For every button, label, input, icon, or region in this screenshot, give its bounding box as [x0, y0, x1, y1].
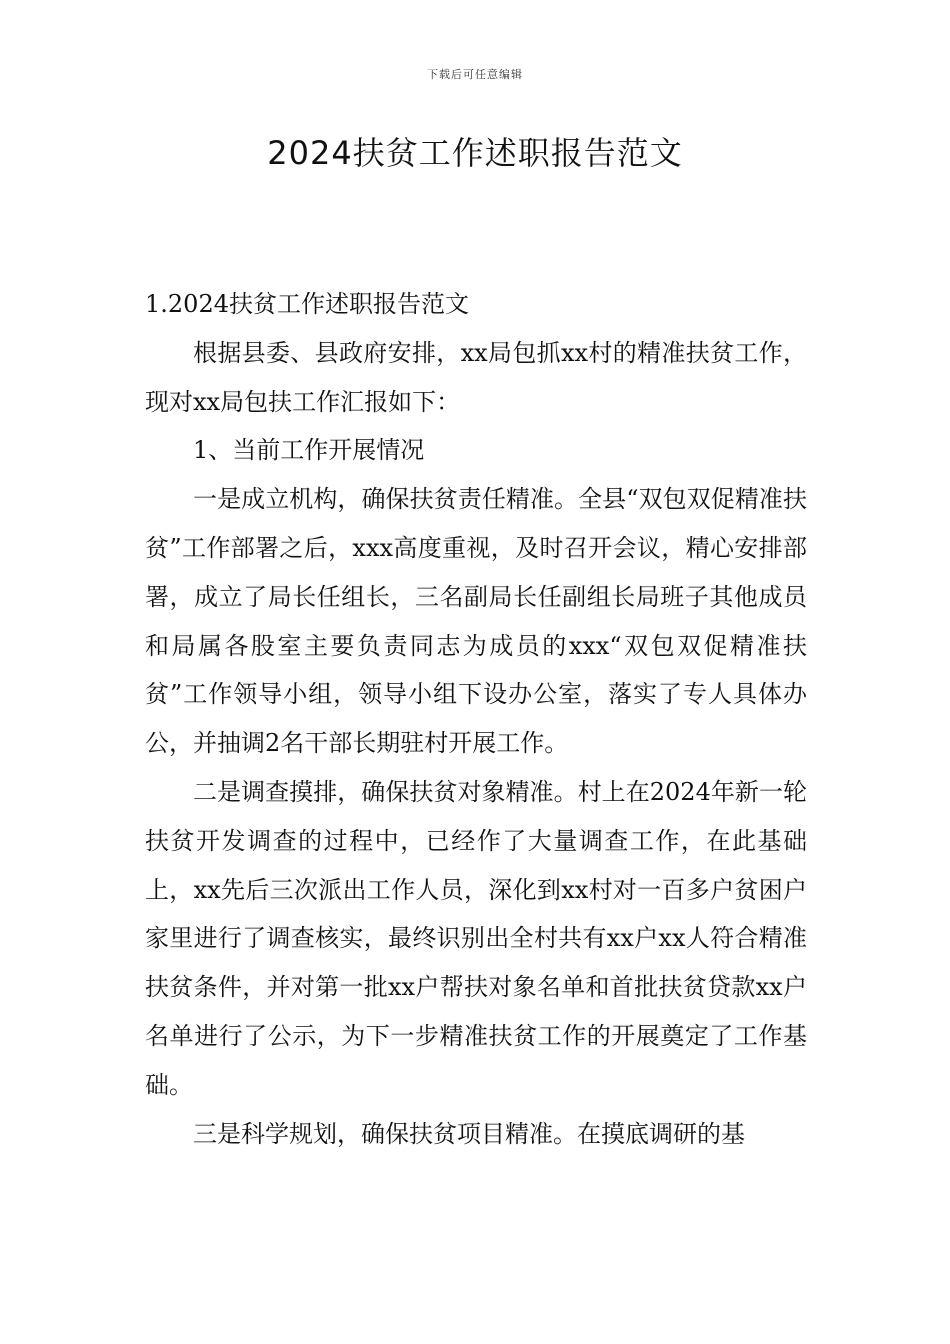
paragraph-planning: 三是科学规划，确保扶贫项目精准。在摸底调研的基	[193, 1119, 745, 1148]
document-title: 2024扶贫工作述职报告范文	[267, 134, 683, 172]
document-body	[145, 280, 807, 1158]
paragraph-intro: 根据县委、县政府安排，xx局包抓xx村的精准扶贫工作，现对xx局包扶工作汇报如下：	[145, 338, 807, 416]
paragraph-survey: 二是调查摸排，确保扶贫对象精准。村上在2024年新一轮扶贫开发调查的过程中，已经作了大量调查工作，在此基础上，xx先后三次派出工作人员，深化到xx村对一百多户贫困户家里进行了调查核实，最终识别出全村共有xx户xx人符合精准扶贫条件，并对第一批xx户帮扶对象名单和首批扶贫贷款xx户名单进行了公示，为下一步精准扶贫工作的开展奠定了工作基础。	[145, 777, 807, 1099]
header-note: 下载后可任意编辑	[427, 68, 523, 81]
subheading-current-work: 1、当前工作开展情况	[193, 436, 425, 465]
paragraph-establish-institution: 一是成立机构，确保扶贫责任精准。全县“双包双促精准扶贫”工作部署之后，xxx高度重视，及时召开会议，精心安排部署，成立了局长任组长，三名副局长任副组长局班子其他成员和局属各股室主要负责同志为成员的xxx“双包双促精准扶贫”工作领导小组，领导小组下设办公室，落实了专人具体办公，并抽调2名干部长期驻村开展工作。	[145, 485, 807, 758]
section-heading: 1.2024扶贫工作述职报告范文	[145, 290, 469, 318]
